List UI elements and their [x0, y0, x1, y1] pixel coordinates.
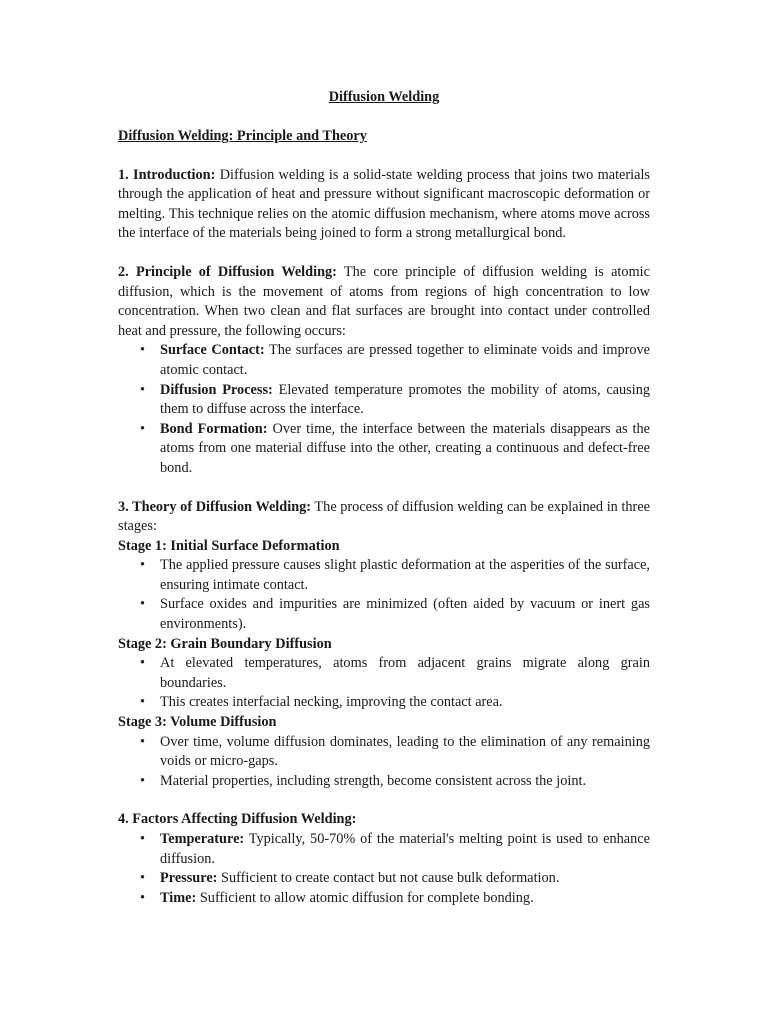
document-subtitle: Diffusion Welding: Principle and Theory: [118, 128, 367, 144]
principle-text: The core principle of diffusion welding is atomic diffusion, which is the movement of atoms from regions of high concentration to low concentration. When two clean and flat surfaces are brought into contact under controlled heat and pressure, the following occurs:: [118, 263, 650, 339]
section-introduction: [118, 166, 650, 244]
list-item: [160, 889, 650, 909]
list-item: • Surface oxides and impurities are minimized (often aided by vacuum or inert gas environments).: [160, 595, 650, 634]
introduction-heading: 1. Introduction:: [118, 166, 216, 183]
list-item-text: The surfaces are pressed together to eliminate voids and improve atomic contact.: [160, 342, 650, 378]
factors-list: [118, 830, 650, 908]
list-item: • The applied pressure causes slight plastic deformation at the asperities of the surface, ensuring intimate contact.: [160, 556, 650, 595]
factors-paragraph: [118, 810, 650, 830]
stage-3-heading: Stage 3: Volume Diffusion: [118, 714, 277, 731]
theory-paragraph: [118, 498, 650, 537]
list-item: [160, 830, 650, 869]
principle-heading: 2. Principle of Diffusion Welding:: [118, 263, 337, 280]
list-item-term: Time:: [160, 889, 197, 906]
list-item-text: Typically, 50-70% of the material's melting point is used to enhance diffusion.: [160, 831, 650, 867]
section-theory: [118, 498, 650, 792]
list-item: • Over time, volume diffusion dominates, leading to the elimination of any remaining voids or micro-gaps.: [160, 733, 650, 772]
theory-text: The process of diffusion welding can be explained in three stages:: [118, 498, 651, 535]
principle-paragraph: [118, 263, 650, 341]
theory-heading: 3. Theory of Diffusion Welding:: [118, 498, 312, 515]
list-item-term: Pressure:: [160, 870, 218, 887]
stage-3-list: [118, 733, 650, 792]
list-item-term: Surface Contact:: [160, 342, 265, 359]
list-item-text: Over time, the interface between the materials disappears as the atoms from one material diffuse into the other, creating a continuous and defect-free bond.: [160, 420, 651, 476]
list-item-term: Temperature:: [160, 831, 245, 847]
list-item: [160, 869, 650, 889]
list-item: [160, 341, 650, 380]
list-item-term: Bond Formation:: [160, 420, 268, 437]
list-item: [160, 381, 650, 420]
section-factors: [118, 810, 650, 908]
list-item: • Material properties, including strength, become consistent across the joint.: [160, 772, 650, 792]
section-principle: [118, 263, 650, 479]
list-item-text: Sufficient to allow atomic diffusion for complete bonding.: [196, 889, 534, 906]
document-page: [118, 88, 650, 908]
stage-1-list: [118, 556, 650, 634]
introduction-text: Diffusion welding is a solid-state welding process that joins two materials through the application of heat and pressure without significant macroscopic deformation or melting. This technique relies on the atomic diffusion mechanism, where atoms move across the interface of the materials being joined to form a strong metallurgical bond.: [118, 166, 651, 242]
factors-heading: 4. Factors Affecting Diffusion Welding:: [118, 811, 357, 828]
list-item: • At elevated temperatures, atoms from adjacent grains migrate along grain boundaries.: [160, 654, 650, 693]
introduction-paragraph: [118, 166, 650, 244]
list-item: [160, 420, 650, 479]
list-item: • This creates interfacial necking, improving the contact area.: [160, 693, 650, 713]
stage-1-heading: Stage 1: Initial Surface Deformation: [118, 537, 340, 554]
principle-list: [118, 341, 650, 478]
list-item-text: Sufficient to create contact but not cause bulk deformation.: [217, 870, 560, 887]
stage-2-heading: Stage 2: Grain Boundary Diffusion: [118, 635, 332, 652]
list-item-term: Diffusion Process:: [160, 381, 273, 398]
list-item-text: Elevated temperature promotes the mobility of atoms, causing them to diffuse across the interface.: [160, 381, 651, 418]
document-title: Diffusion Welding: [328, 89, 440, 105]
stage-2-list: [118, 654, 650, 713]
